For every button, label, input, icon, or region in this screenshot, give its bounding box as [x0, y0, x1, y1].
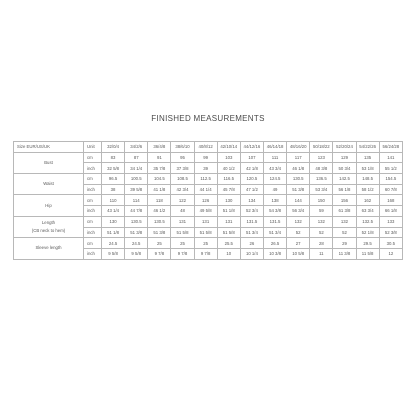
- value-cell: 130.5: [148, 216, 171, 227]
- value-cell: 118: [148, 195, 171, 206]
- value-cell: 55 1/2: [379, 163, 402, 174]
- value-cell: 136.5: [310, 174, 333, 185]
- value-cell: 51 1/8: [217, 206, 240, 217]
- value-cell: 29.5: [356, 238, 379, 249]
- value-cell: 132: [287, 216, 310, 227]
- value-cell: 148.5: [356, 174, 379, 185]
- value-cell: 122: [171, 195, 194, 206]
- value-cell: 131.5: [263, 216, 286, 227]
- unit-cell: inch: [84, 227, 102, 238]
- unit-cell: cm: [84, 238, 102, 249]
- size-header-cell: 48/16/20: [287, 142, 310, 153]
- value-cell: 52: [333, 227, 356, 238]
- value-cell: 132: [333, 216, 356, 227]
- value-cell: 162: [356, 195, 379, 206]
- value-cell: 25.5: [217, 238, 240, 249]
- value-cell: 52: [287, 227, 310, 238]
- value-cell: 87: [125, 152, 148, 163]
- value-cell: 32 5/8: [102, 163, 125, 174]
- value-cell: 60 7/8: [379, 184, 402, 195]
- value-cell: 28: [310, 238, 333, 249]
- value-cell: 26.5: [263, 238, 286, 249]
- value-cell: 44 7/8: [125, 206, 148, 217]
- value-cell: 142.5: [333, 174, 356, 185]
- value-cell: 51 1/8: [102, 227, 125, 238]
- value-cell: 58 1/2: [356, 184, 379, 195]
- measurement-label: [14, 152, 84, 173]
- measurement-name: Bust: [44, 159, 53, 165]
- measurement-label: [14, 216, 84, 237]
- value-cell: 9 5/8: [125, 248, 148, 259]
- value-cell: 51 5/8: [217, 227, 240, 238]
- size-header-cell: 34/2/6: [125, 142, 148, 153]
- measurement-name: Hip: [45, 202, 52, 208]
- measurement-name: Sleeve length: [35, 245, 62, 251]
- measurement-label: [14, 238, 84, 259]
- value-cell: 25: [171, 238, 194, 249]
- value-cell: 132.5: [356, 216, 379, 227]
- value-cell: 123: [310, 152, 333, 163]
- value-cell: 104.5: [148, 174, 171, 185]
- size-header-cell: 50/18/22: [310, 142, 333, 153]
- value-cell: 42 1/8: [240, 163, 263, 174]
- value-cell: 156: [333, 195, 356, 206]
- value-cell: 39: [194, 163, 217, 174]
- value-cell: 133: [379, 216, 402, 227]
- value-cell: 51 3/4: [240, 227, 263, 238]
- value-cell: 50 3/4: [333, 163, 356, 174]
- value-cell: 52 1/8: [356, 227, 379, 238]
- value-cell: 10 3/8: [263, 248, 286, 259]
- size-header-cell: 36/4/8: [148, 142, 171, 153]
- value-cell: 29: [333, 238, 356, 249]
- value-cell: 129: [333, 152, 356, 163]
- unit-cell: inch: [84, 184, 102, 195]
- value-cell: 46 1/2: [148, 206, 171, 217]
- header-row: [14, 142, 403, 153]
- value-cell: 40 1/2: [217, 163, 240, 174]
- value-cell: 138: [263, 195, 286, 206]
- value-cell: 51 5/8: [171, 227, 194, 238]
- unit-cell: inch: [84, 206, 102, 217]
- value-cell: 154.5: [379, 174, 402, 185]
- value-cell: 130: [217, 195, 240, 206]
- value-cell: 120.5: [240, 174, 263, 185]
- value-cell: 12: [379, 248, 402, 259]
- value-cell: 10 1/4: [240, 248, 263, 259]
- size-header-cell: 40/8/12: [194, 142, 217, 153]
- value-cell: 132: [310, 216, 333, 227]
- value-cell: 51 3/8: [148, 227, 171, 238]
- value-cell: 135: [356, 152, 379, 163]
- value-cell: 51 5/8: [194, 227, 217, 238]
- value-cell: 130.5: [287, 174, 310, 185]
- unit-cell: cm: [84, 216, 102, 227]
- value-cell: 26: [240, 238, 263, 249]
- value-cell: 134: [240, 195, 263, 206]
- value-cell: 25: [148, 238, 171, 249]
- value-cell: 99: [194, 152, 217, 163]
- value-cell: 45 7/8: [217, 184, 240, 195]
- value-cell: 25: [194, 238, 217, 249]
- value-cell: 51 3/4: [263, 227, 286, 238]
- value-cell: 150: [310, 195, 333, 206]
- value-cell: 44 1/4: [194, 184, 217, 195]
- value-cell: 108.5: [171, 174, 194, 185]
- value-cell: 51 3/8: [125, 227, 148, 238]
- value-cell: 100.5: [125, 174, 148, 185]
- value-cell: 34 1/4: [125, 163, 148, 174]
- value-cell: 9 7/8: [194, 248, 217, 259]
- size-header-cell: 52/20/24: [333, 142, 356, 153]
- value-cell: 131: [217, 216, 240, 227]
- value-cell: 24.5: [125, 238, 148, 249]
- value-cell: 48: [171, 206, 194, 217]
- value-cell: 11 5/8: [356, 248, 379, 259]
- value-cell: 56 3/4: [287, 206, 310, 217]
- value-cell: 24.5: [102, 238, 125, 249]
- value-cell: 49: [263, 184, 286, 195]
- table-row: [14, 216, 403, 227]
- measurement-label: [14, 195, 84, 216]
- page-title: FINISHED MEASUREMENTS: [151, 114, 265, 123]
- value-cell: 54 3/8: [263, 206, 286, 217]
- value-cell: 53 1/8: [356, 163, 379, 174]
- value-cell: 124.5: [263, 174, 286, 185]
- value-cell: 10 5/8: [287, 248, 310, 259]
- size-header-cell: 32/0/4: [102, 142, 125, 153]
- value-cell: 95: [171, 152, 194, 163]
- value-cell: 103: [217, 152, 240, 163]
- value-cell: 48 3/8: [310, 163, 333, 174]
- value-cell: 66 1/8: [379, 206, 402, 217]
- value-cell: 41 1/8: [148, 184, 171, 195]
- value-cell: 131: [171, 216, 194, 227]
- value-cell: 141: [379, 152, 402, 163]
- value-cell: 47 1/2: [240, 184, 263, 195]
- value-cell: 116.5: [217, 174, 240, 185]
- value-cell: 117: [287, 152, 310, 163]
- unit-header: Unit: [84, 142, 102, 153]
- measurements-table: [13, 141, 403, 260]
- value-cell: 53 3/4: [310, 184, 333, 195]
- value-cell: 130.5: [125, 216, 148, 227]
- value-cell: 42 3/4: [171, 184, 194, 195]
- value-cell: 131.5: [240, 216, 263, 227]
- value-cell: 30.5: [379, 238, 402, 249]
- value-cell: 96.5: [102, 174, 125, 185]
- value-cell: 51 3/8: [287, 184, 310, 195]
- value-cell: 114: [125, 195, 148, 206]
- value-cell: 9 7/8: [148, 248, 171, 259]
- measurement-subtitle: (CB neck to hem): [31, 228, 66, 233]
- value-cell: 43 3/4: [263, 163, 286, 174]
- value-cell: 110: [102, 195, 125, 206]
- unit-cell: inch: [84, 248, 102, 259]
- value-cell: 61 3/8: [333, 206, 356, 217]
- size-header-cell: 46/14/18: [263, 142, 286, 153]
- measurement-name: Length: [41, 220, 56, 225]
- unit-cell: cm: [84, 195, 102, 206]
- value-cell: 63 3/4: [356, 206, 379, 217]
- table-row: [14, 195, 403, 206]
- value-cell: 9 5/8: [102, 248, 125, 259]
- size-header-cell: 54/22/26: [356, 142, 379, 153]
- value-cell: 112.5: [194, 174, 217, 185]
- value-cell: 37 3/8: [171, 163, 194, 174]
- size-header: Size EUR/US/UK: [14, 142, 84, 153]
- value-cell: 126: [194, 195, 217, 206]
- size-header-cell: 38/6/10: [171, 142, 194, 153]
- value-cell: 144: [287, 195, 310, 206]
- value-cell: 107: [240, 152, 263, 163]
- size-header-cell: 42/10/14: [217, 142, 240, 153]
- value-cell: 59: [310, 206, 333, 217]
- value-cell: 46 1/8: [287, 163, 310, 174]
- measurement-label: [14, 174, 84, 195]
- value-cell: 52 3/8: [379, 227, 402, 238]
- value-cell: 131: [194, 216, 217, 227]
- unit-cell: cm: [84, 152, 102, 163]
- value-cell: 11 3/8: [333, 248, 356, 259]
- size-header-cell: 44/12/16: [240, 142, 263, 153]
- value-cell: 43 1/4: [102, 206, 125, 217]
- value-cell: 27: [287, 238, 310, 249]
- table-row: [14, 174, 403, 185]
- value-cell: 83: [102, 152, 125, 163]
- value-cell: 52: [310, 227, 333, 238]
- value-cell: 52 3/4: [240, 206, 263, 217]
- unit-cell: inch: [84, 163, 102, 174]
- table-row: [14, 152, 403, 163]
- value-cell: 49 5/8: [194, 206, 217, 217]
- size-header-cell: 56/24/28: [379, 142, 402, 153]
- table-row: [14, 238, 403, 249]
- value-cell: 130: [102, 216, 125, 227]
- value-cell: 38: [102, 184, 125, 195]
- value-cell: 56 1/8: [333, 184, 356, 195]
- value-cell: 111: [263, 152, 286, 163]
- measurement-name: Waist: [43, 181, 54, 187]
- value-cell: 168: [379, 195, 402, 206]
- value-cell: 39 5/8: [125, 184, 148, 195]
- value-cell: 10: [217, 248, 240, 259]
- value-cell: 91: [148, 152, 171, 163]
- unit-cell: cm: [84, 174, 102, 185]
- value-cell: 9 7/8: [171, 248, 194, 259]
- value-cell: 35 7/8: [148, 163, 171, 174]
- value-cell: 11: [310, 248, 333, 259]
